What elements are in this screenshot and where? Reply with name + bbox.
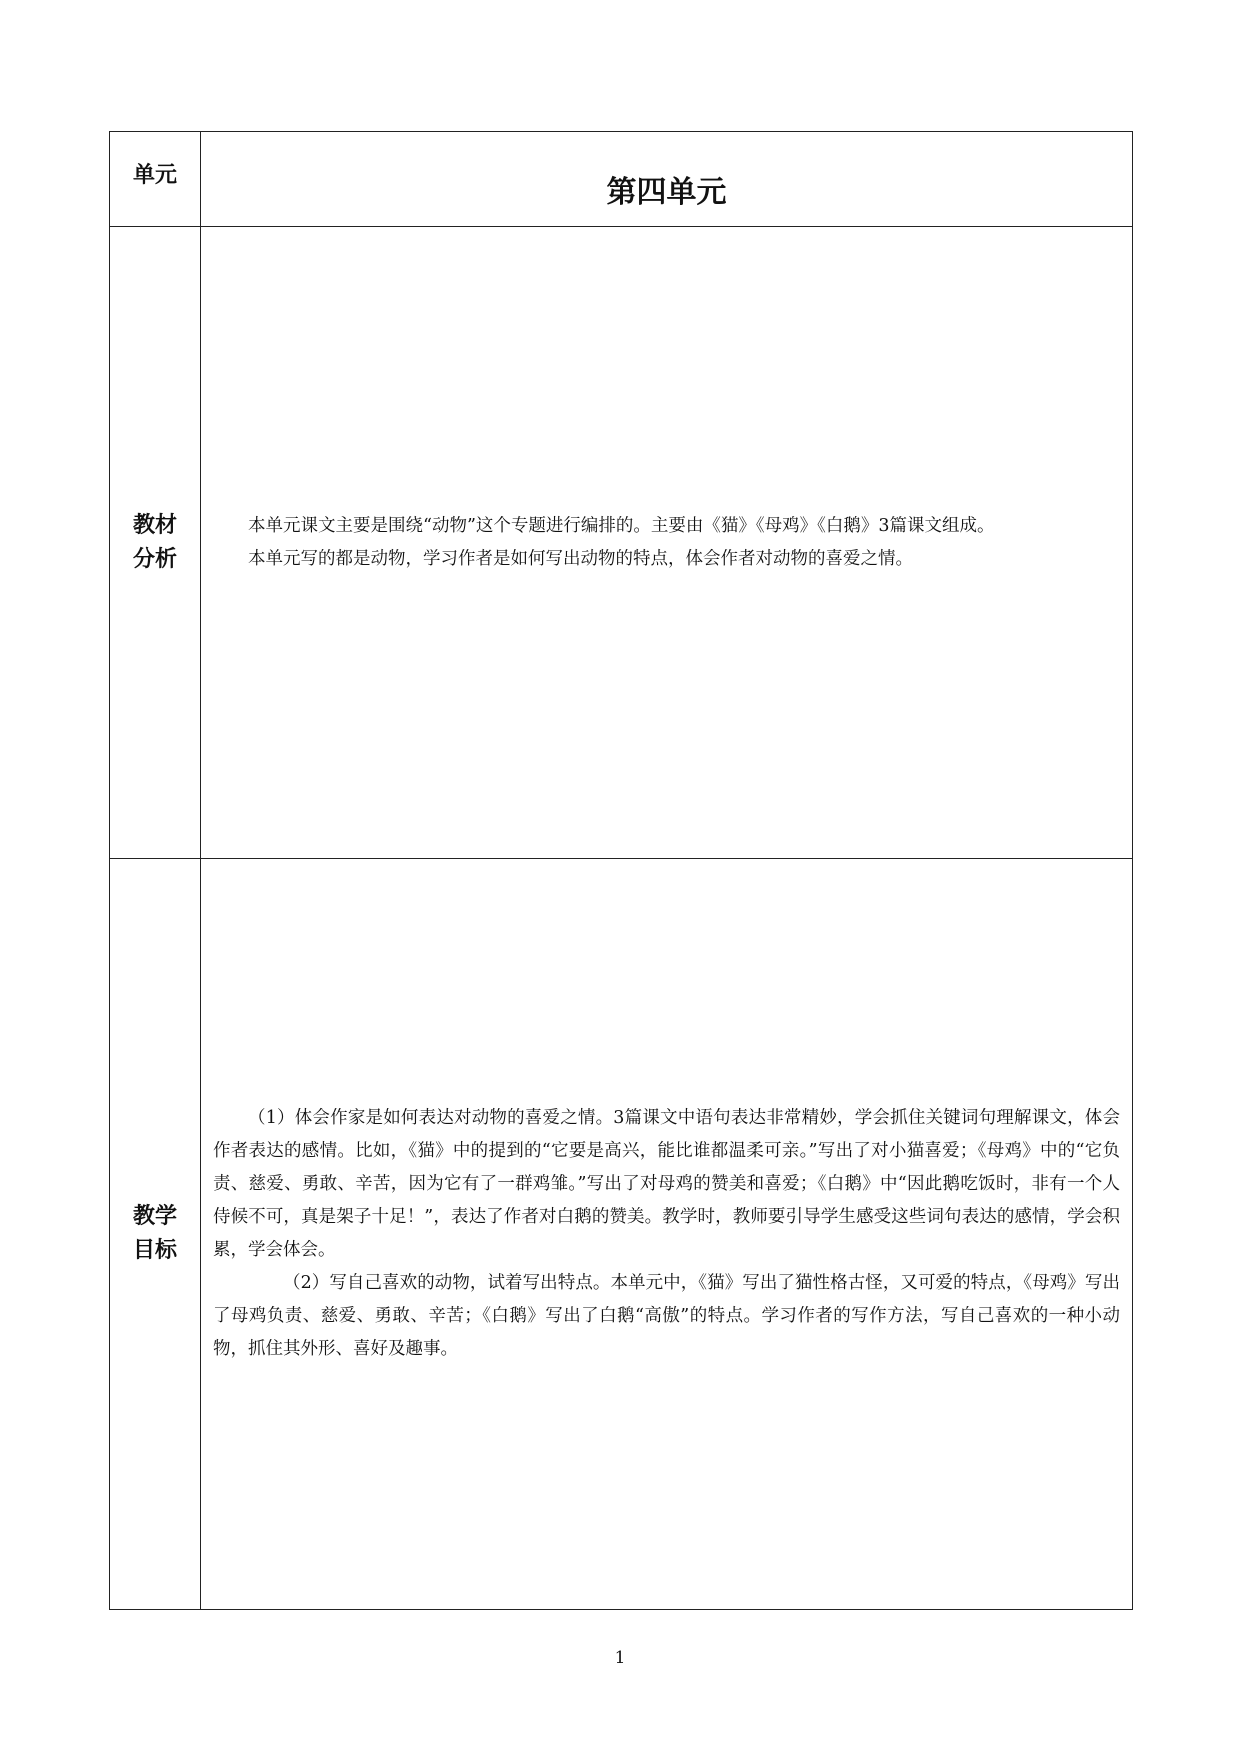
goals-content (201, 859, 1133, 1610)
goals-label-line2: 目标 (132, 1238, 177, 1263)
analysis-label-line2: 分析 (132, 546, 177, 572)
unit-label-cell (110, 132, 201, 227)
analysis-row (110, 227, 1133, 859)
analysis-paragraph-1: 本单元课文主要是围绕“动物”这个专题进行编排的。主要由《猫》《母鸡》《白鹅》3篇课文组成。 (248, 515, 995, 536)
unit-plan-table (109, 131, 1133, 1610)
goals-label-cell (110, 859, 201, 1610)
goals-label-line1: 教学 (132, 1204, 177, 1229)
unit-title: 第四单元 (606, 175, 727, 210)
analysis-content (201, 227, 1133, 859)
analysis-label-line1: 教材 (132, 512, 177, 538)
analysis-paragraph-2: 本单元写的都是动物，学习作者是如何写出动物的特点，体会作者对动物的喜爱之情。 (248, 548, 913, 569)
goals-paragraph-2: （2）写自己喜欢的动物，试着写出特点。本单元中，《猫》写出了猫性格古怪，又可爱的特点，《母鸡》写出了母鸡负责、慈爱、勇敢、辛苦；《白鹅》写出了白鹅“高傲”的特点。学习作者的写作方法，写自己喜欢的一种小动物，抓住其外形、喜好及趣事。 (213, 1273, 1120, 1359)
unit-row (110, 132, 1133, 227)
unit-title-cell (201, 132, 1133, 227)
unit-label: 单元 (132, 163, 177, 188)
goals-row (110, 859, 1133, 1610)
analysis-label-cell (110, 227, 201, 859)
goals-paragraph-1: （1）体会作家是如何表达对动物的喜爱之情。3篇课文中语句表达非常精妙，学会抓住关键词句理解课文，体会作者表达的感情。比如，《猫》中的提到的“它要是高兴，能比谁都温柔可亲。”写出了对小猫喜爱；《母鸡》中的“它负责、慈爱、勇敢、辛苦，因为它有了一群鸡雏。”写出了对母鸡的赞美和喜爱；《白鹅》中“因此鹅吃饭时，非有一个人侍候不可，真是架子十足！”，表达了作者对白鹅的赞美。教学时，教师要引导学生感受这些词句表达的感情，学会积累，学会体会。 (213, 1108, 1120, 1260)
page-number: 1 (614, 1648, 626, 1668)
